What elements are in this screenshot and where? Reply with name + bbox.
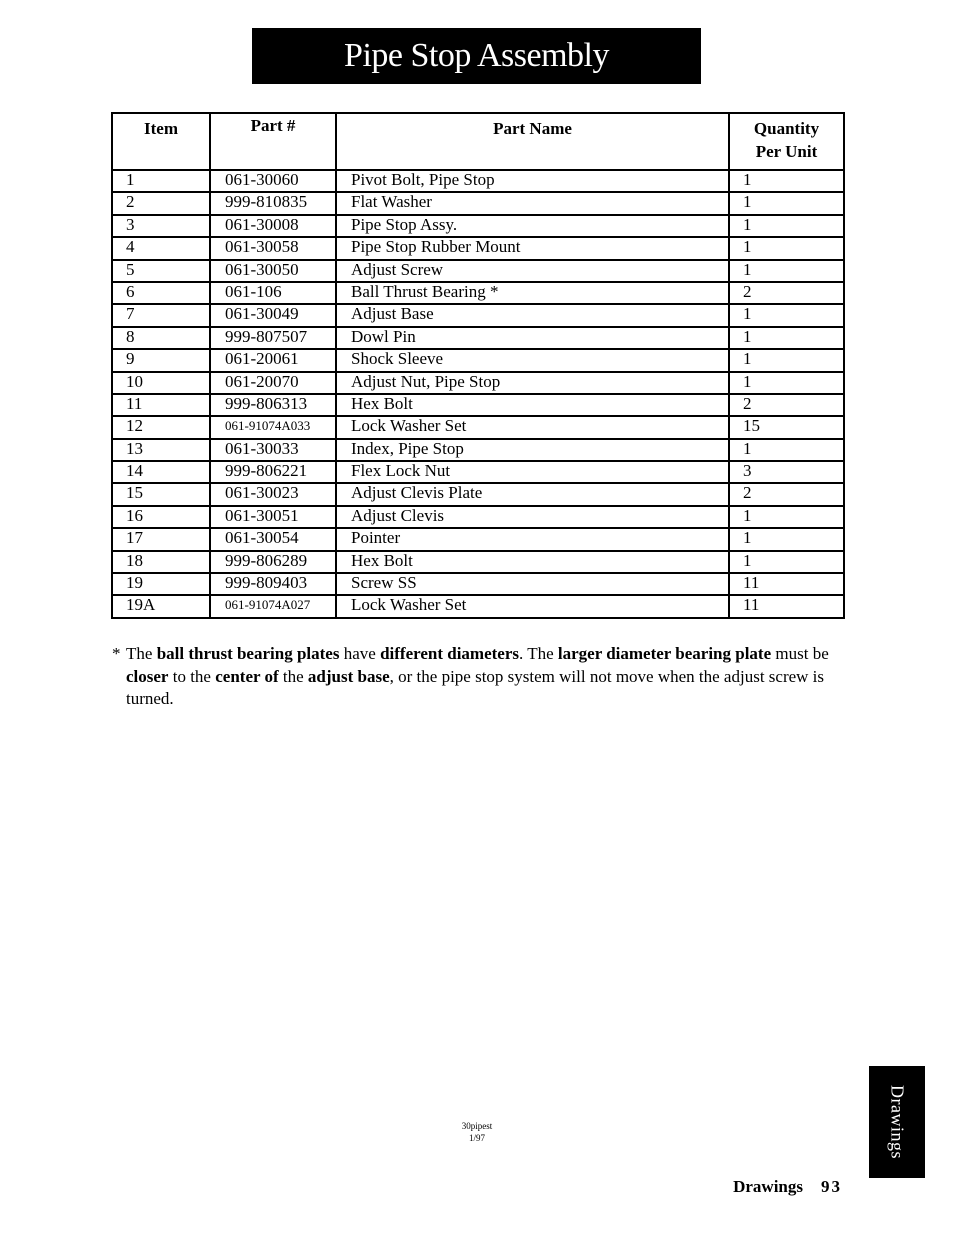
table-row xyxy=(112,327,844,349)
table-row xyxy=(112,215,844,237)
cell-quantity: 1 xyxy=(729,506,844,528)
cell-part-name: Adjust Nut, Pipe Stop xyxy=(336,372,729,394)
cell-part-name: Index, Pipe Stop xyxy=(336,439,729,461)
cell-quantity: 1 xyxy=(729,327,844,349)
cell-part-name: Flat Washer xyxy=(336,192,729,214)
footnote xyxy=(112,643,832,711)
footnote-emphasis: adjust base xyxy=(307,666,390,686)
cell-item: 4 xyxy=(112,237,210,259)
cell-part-name: Flex Lock Nut xyxy=(336,461,729,483)
header-quantity xyxy=(729,113,844,170)
cell-part-name: Pipe Stop Rubber Mount xyxy=(336,237,729,259)
table-row xyxy=(112,282,844,304)
cell-part-number: 061-30051 xyxy=(210,506,336,528)
cell-item: 2 xyxy=(112,192,210,214)
drawing-file-name: 30pipest xyxy=(461,1121,493,1131)
footnote-run: , or the pipe stop system will not move when the adjust screw is turned. xyxy=(126,666,825,708)
cell-part-number: 061-20061 xyxy=(210,349,336,371)
cell-item: 8 xyxy=(112,327,210,349)
cell-part-number: 061-91074A027 xyxy=(210,595,336,617)
cell-quantity: 2 xyxy=(729,282,844,304)
cell-part-number: 061-30023 xyxy=(210,483,336,505)
cell-quantity: 2 xyxy=(729,394,844,416)
cell-quantity: 1 xyxy=(729,528,844,550)
table-row xyxy=(112,394,844,416)
cell-part-name: Ball Thrust Bearing * xyxy=(336,282,729,304)
cell-part-name: Adjust Screw xyxy=(336,260,729,282)
cell-quantity: 1 xyxy=(729,215,844,237)
table-row xyxy=(112,416,844,438)
page-number: 93 xyxy=(821,1177,842,1196)
cell-quantity: 1 xyxy=(729,439,844,461)
cell-part-number: 061-30049 xyxy=(210,304,336,326)
page-footer xyxy=(733,1177,842,1197)
table-row xyxy=(112,551,844,573)
table-header-row xyxy=(112,113,844,170)
footnote-emphasis: center of xyxy=(215,666,279,686)
cell-part-number: 061-30050 xyxy=(210,260,336,282)
footnote-run: . The xyxy=(519,644,558,663)
cell-item: 9 xyxy=(112,349,210,371)
footnote-emphasis: different diameters xyxy=(380,644,520,663)
section-tab-label: Drawings xyxy=(887,1085,908,1159)
cell-item: 17 xyxy=(112,528,210,550)
cell-part-number: 061-30033 xyxy=(210,439,336,461)
cell-item: 16 xyxy=(112,506,210,528)
cell-item: 12 xyxy=(112,416,210,438)
footer-section-name: Drawings xyxy=(733,1177,803,1196)
cell-item: 18 xyxy=(112,551,210,573)
cell-quantity: 11 xyxy=(729,595,844,617)
table-row xyxy=(112,170,844,192)
cell-part-name: Dowl Pin xyxy=(336,327,729,349)
cell-part-name: Pipe Stop Assy. xyxy=(336,215,729,237)
table-row xyxy=(112,439,844,461)
parts-table xyxy=(111,112,845,619)
cell-item: 5 xyxy=(112,260,210,282)
cell-part-number: 999-810835 xyxy=(210,192,336,214)
header-part-name: Part Name xyxy=(336,113,729,170)
cell-quantity: 1 xyxy=(729,304,844,326)
footnote-run: to the xyxy=(168,666,216,686)
cell-part-name: Pointer xyxy=(336,528,729,550)
cell-part-name: Adjust Clevis Plate xyxy=(336,483,729,505)
header-item: Item xyxy=(112,113,210,170)
drawing-date: 1/97 xyxy=(468,1133,485,1143)
table-row xyxy=(112,483,844,505)
cell-quantity: 1 xyxy=(729,551,844,573)
cell-part-number: 999-806313 xyxy=(210,394,336,416)
cell-part-number: 061-20070 xyxy=(210,372,336,394)
table-row xyxy=(112,349,844,371)
cell-part-number: 061-106 xyxy=(210,282,336,304)
cell-item: 6 xyxy=(112,282,210,304)
header-quantity-line1: Quantity xyxy=(753,119,820,138)
cell-quantity: 1 xyxy=(729,349,844,371)
cell-item: 14 xyxy=(112,461,210,483)
header-part-number: Part # xyxy=(210,113,336,170)
cell-part-number: 061-30008 xyxy=(210,215,336,237)
table-row xyxy=(112,237,844,259)
header-quantity-line2: Per Unit xyxy=(755,142,818,161)
table-row xyxy=(112,528,844,550)
cell-part-name: Hex Bolt xyxy=(336,394,729,416)
table-row xyxy=(112,595,844,617)
cell-item: 1 xyxy=(112,170,210,192)
cell-item: 7 xyxy=(112,304,210,326)
cell-quantity: 3 xyxy=(729,461,844,483)
cell-part-number: 061-91074A033 xyxy=(210,416,336,438)
footnote-emphasis: closer xyxy=(126,666,169,686)
cell-item: 19A xyxy=(112,595,210,617)
cell-part-number: 061-30058 xyxy=(210,237,336,259)
cell-part-name: Adjust Clevis xyxy=(336,506,729,528)
cell-quantity: 2 xyxy=(729,483,844,505)
cell-part-name: Lock Washer Set xyxy=(336,416,729,438)
cell-part-number: 999-809403 xyxy=(210,573,336,595)
footnote-run: have xyxy=(339,644,381,663)
cell-part-name: Screw SS xyxy=(336,573,729,595)
table-row xyxy=(112,573,844,595)
table-row xyxy=(112,461,844,483)
page-title: Pipe Stop Assembly xyxy=(252,28,701,84)
cell-item: 11 xyxy=(112,394,210,416)
footnote-run: The xyxy=(126,644,157,663)
section-tab xyxy=(869,1066,925,1178)
table-row xyxy=(112,260,844,282)
cell-part-name: Adjust Base xyxy=(336,304,729,326)
table-row xyxy=(112,372,844,394)
cell-quantity: 1 xyxy=(729,372,844,394)
cell-item: 10 xyxy=(112,372,210,394)
table-row xyxy=(112,304,844,326)
cell-item: 15 xyxy=(112,483,210,505)
cell-quantity: 1 xyxy=(729,237,844,259)
cell-part-number: 061-30060 xyxy=(210,170,336,192)
footnote-asterisk: * xyxy=(112,644,121,663)
footnote-run: must be xyxy=(771,644,829,663)
cell-quantity: 1 xyxy=(729,170,844,192)
footnote-emphasis: ball thrust bearing plates xyxy=(156,644,340,663)
cell-part-name: Hex Bolt xyxy=(336,551,729,573)
cell-item: 13 xyxy=(112,439,210,461)
parts-table-body xyxy=(112,170,844,618)
cell-part-name: Pivot Bolt, Pipe Stop xyxy=(336,170,729,192)
cell-part-name: Shock Sleeve xyxy=(336,349,729,371)
cell-part-name: Lock Washer Set xyxy=(336,595,729,617)
cell-item: 19 xyxy=(112,573,210,595)
footnote-emphasis: larger diameter bearing plate xyxy=(557,644,772,663)
cell-quantity: 11 xyxy=(729,573,844,595)
cell-quantity: 15 xyxy=(729,416,844,438)
cell-quantity: 1 xyxy=(729,260,844,282)
footnote-run: the xyxy=(278,666,308,686)
footnote-text xyxy=(126,643,832,711)
cell-part-number: 999-806289 xyxy=(210,551,336,573)
drawing-stamp xyxy=(437,1120,517,1144)
cell-part-number: 999-807507 xyxy=(210,327,336,349)
table-row xyxy=(112,506,844,528)
cell-item: 3 xyxy=(112,215,210,237)
cell-part-number: 061-30054 xyxy=(210,528,336,550)
table-row xyxy=(112,192,844,214)
cell-part-number: 999-806221 xyxy=(210,461,336,483)
cell-quantity: 1 xyxy=(729,192,844,214)
